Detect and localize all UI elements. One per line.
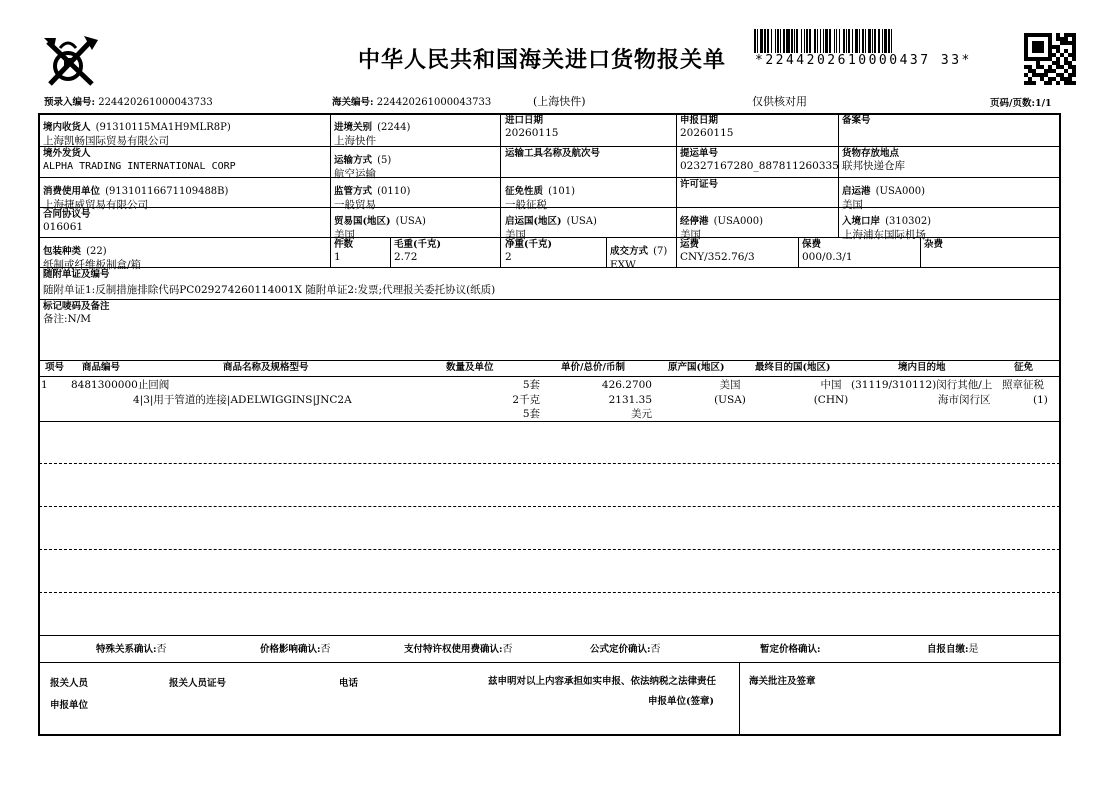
shipper-cell: 境外发货人 ALPHA TRADING INTERNATIONAL CORP	[43, 148, 236, 172]
special-relation-confirm: 特殊关系确认:否	[96, 644, 167, 655]
net-weight-cell: 净重(千克) 2	[505, 239, 552, 263]
price-influence-confirm: 价格影响确认:否	[260, 644, 331, 655]
goods-header-destination: 最终目的国(地区)	[755, 362, 831, 373]
goods-header-qty: 数量及单位	[446, 362, 494, 373]
insurance-cell: 保费 000/0.3/1	[802, 239, 853, 263]
contract-cell: 合同协议号 016061	[43, 209, 91, 233]
goods-header-origin: 原产国(地区)	[668, 362, 725, 373]
goods-levy-2: (1)	[1033, 394, 1048, 406]
declarant-label: 报关人员	[50, 678, 89, 689]
consignee-cell: 境内收货人 (91310115MA1H9MLR8P) 上海凯畅国际贸易有限公司	[43, 122, 231, 147]
package-type-cell: 包装种类 (22) 纸制或纤维板制盒/箱	[43, 246, 142, 271]
goods-spec: 4|3|用于管道的连接|ADELWIGGINS|JNC2A	[133, 394, 352, 406]
trade-country-value: 美国	[334, 229, 355, 241]
goods-levy-1: 照章征税	[1002, 379, 1044, 391]
levy-nature-value: 一般征税	[505, 199, 547, 211]
phone-label: 电话	[339, 678, 359, 689]
barcode-text: *2244202610000437 33*	[755, 53, 972, 68]
gross-weight-cell: 毛重(千克) 2.72	[394, 239, 441, 263]
entry-customs-cell: 进境关别 (2244) 上海快件	[334, 122, 411, 147]
declare-date-cell: 申报日期 20260115	[680, 115, 734, 139]
formula-price-confirm: 公式定价确认:否	[590, 644, 661, 655]
goods-domestic-2: 海市闵行区	[938, 394, 991, 406]
freight-value: CNY/352.76/3	[680, 251, 755, 263]
transit-port-cell: 经停港 (USA000) 美国	[680, 216, 763, 241]
goods-destination: 中国	[820, 379, 842, 391]
goods-total-price: 2131.35	[608, 394, 652, 406]
goods-header-domestic: 境内目的地	[898, 362, 946, 373]
goods-origin-code: (USA)	[714, 394, 746, 406]
transport-mode-cell: 运输方式 (5) 航空运输	[334, 155, 392, 180]
goods-name: 止回阀	[137, 379, 170, 391]
goods-qty-3: 5套	[522, 408, 540, 420]
goods-currency: 美元	[631, 408, 652, 420]
customs-office: (上海快件)	[533, 95, 586, 108]
entry-port-value: 上海浦东国际机场	[842, 229, 926, 241]
legal-statement: 兹申明对以上内容承担如实申报、依法纳税之法律责任	[488, 676, 717, 687]
prerecord-label: 预录入编号:	[44, 97, 96, 108]
pieces-cell: 件数 1	[334, 239, 354, 263]
customs-approval-label: 海关批注及签章	[749, 676, 816, 687]
goods-item-no: 1	[41, 379, 48, 391]
deal-mode-value: EXW	[610, 259, 636, 271]
document-title: 中华人民共和国海关进口货物报关单	[358, 48, 727, 73]
consumer-value: 上海捷威贸易有限公司	[43, 199, 148, 211]
departure-port-value: 美国	[842, 199, 863, 211]
trade-country-cell: 贸易国(地区) (USA) 美国	[334, 216, 426, 241]
supervision-value: 一般贸易	[334, 199, 376, 211]
bill-of-lading-value: 02327167280_887811260335	[680, 160, 839, 172]
self-payment-confirm: 自报自缴:是	[927, 644, 979, 655]
provisional-price-confirm: 暂定价格确认:	[760, 644, 821, 655]
transit-port-value: 美国	[680, 229, 701, 241]
goods-header-levy: 征免	[1014, 362, 1034, 373]
entry-customs-value: 上海快件	[334, 135, 376, 147]
freight-cell: 运费 CNY/352.76/3	[680, 239, 755, 263]
goods-qty-1: 5套	[522, 379, 540, 391]
storage-cell: 货物存放地点 联邦快递仓库	[842, 148, 905, 172]
goods-header-name: 商品名称及规格型号	[223, 362, 309, 373]
license-cell: 许可证号	[680, 179, 719, 190]
royalty-confirm: 支付特许权使用费确认:否	[404, 644, 513, 655]
import-date-cell: 进口日期 20260115	[505, 115, 559, 139]
shipper-value: ALPHA TRADING INTERNATIONAL CORP	[43, 161, 236, 172]
goods-header-code: 商品编号	[82, 362, 121, 373]
bill-of-lading-cell: 提运单号 02327167280_887811260335	[680, 148, 839, 172]
supervision-cell: 监管方式 (0110) 一般贸易	[334, 186, 411, 211]
levy-nature-cell: 征免性质 (101) 一般征税	[505, 186, 575, 211]
attached-docs-cell: 随附单证及编号 随附单证1:反制措施排除代码PC029274260114001X 随附单证2:发票;代理报关委托协议(纸质)	[43, 269, 496, 296]
goods-destination-code: (CHN)	[813, 394, 849, 406]
attached-docs-value: 随附单证1:反制措施排除代码PC029274260114001X 随附单证2:发票;代理报关委托协议(纸质)	[43, 284, 496, 296]
page-indicator: 页码/页数:1/1	[990, 98, 1052, 109]
package-type-value: 纸制或纤维板制盒/箱	[43, 259, 142, 271]
goods-origin: 美国	[719, 379, 741, 391]
vehicle-cell: 运输工具名称及航次号	[505, 148, 601, 159]
marks-remarks-value: 备注:N/M	[43, 313, 92, 325]
declare-unit-seal-label: 申报单位(签章)	[648, 696, 714, 707]
contract-value: 016061	[43, 221, 84, 233]
qr-code-icon	[1024, 33, 1076, 85]
goods-qty-2: 2千克	[512, 394, 540, 406]
declarant-cert-label: 报关人员证号	[169, 678, 227, 689]
consignee-code: (91310115MA1H9MLR8P)	[95, 122, 231, 133]
import-date-value: 20260115	[505, 127, 559, 139]
insurance-value: 000/0.3/1	[802, 251, 853, 263]
misc-fee-cell: 杂费	[924, 239, 944, 250]
origin-country-cell: 启运国(地区) (USA) 美国	[505, 216, 597, 241]
consignee-value: 上海凯畅国际贸易有限公司	[43, 135, 169, 147]
deal-mode-cell: 成交方式 (7) EXW	[610, 246, 668, 271]
marks-remarks-cell: 标记唛码及备注 备注:N/M	[43, 301, 110, 325]
goods-domestic-1: (31119/310112)闵行其他/上	[851, 379, 993, 391]
customs-number-label: 海关编号:	[332, 97, 374, 108]
goods-header-price: 单价/总价/币制	[561, 362, 625, 373]
prerecord-number: 224420261000043733	[98, 97, 213, 108]
barcode	[754, 29, 1004, 53]
pieces-value: 1	[334, 251, 341, 263]
transport-mode-value: 航空运输	[334, 168, 376, 180]
check-only-note: 仅供核对用	[752, 95, 807, 108]
goods-hs-code: 8481300000	[71, 379, 138, 391]
goods-header-no: 项号	[45, 362, 65, 373]
customs-emblem-logo	[40, 34, 102, 90]
storage-value: 联邦快递仓库	[842, 160, 905, 172]
declare-date-value: 20260115	[680, 127, 734, 139]
customs-number: 224420261000043733	[376, 97, 492, 108]
declare-unit-label: 申报单位	[50, 700, 89, 711]
origin-country-value: 美国	[505, 229, 526, 241]
entry-port-cell: 入境口岸 (310302) 上海浦东国际机场	[842, 216, 932, 241]
net-weight-value: 2	[505, 251, 512, 263]
departure-port-cell: 启运港 (USA000) 美国	[842, 186, 925, 211]
gross-weight-value: 2.72	[394, 251, 418, 263]
consumer-cell: 消费使用单位 (91310116671109488B) 上海捷威贸易有限公司	[43, 186, 229, 211]
goods-unit-price: 426.2700	[601, 379, 652, 391]
record-number-cell: 备案号	[842, 115, 871, 126]
